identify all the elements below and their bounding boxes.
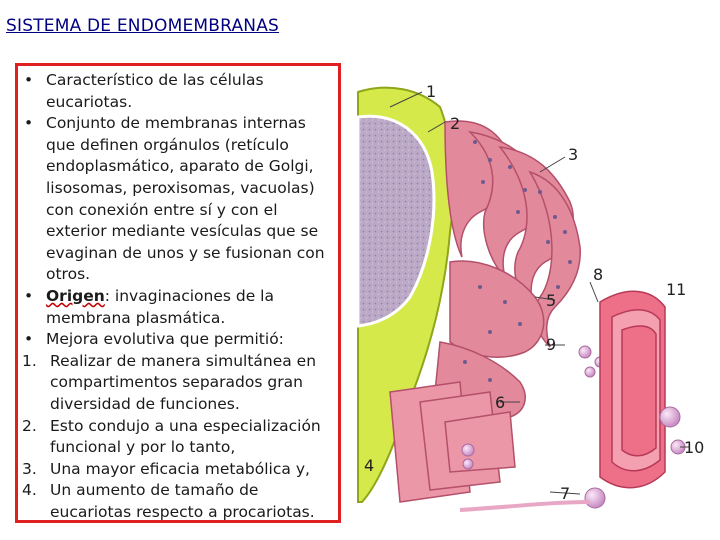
callout-3: 3 <box>568 145 579 164</box>
bullet-line: membrana plasmática. <box>46 308 226 327</box>
bullet-line: exterior mediante vesículas que se <box>46 222 319 241</box>
numbered-line: Realizar de manera simultánea en <box>50 351 317 370</box>
number-marker: 2. <box>22 416 37 435</box>
numbered-line: compartimentos separados gran <box>50 373 303 392</box>
bullet-item-improvement <box>22 329 334 351</box>
rough-endoplasmic-reticulum <box>435 121 580 418</box>
bullet-line: evaginan de unos y se fusionan con <box>46 243 325 262</box>
bullet-line: con conexión entre sí y con el <box>46 200 278 219</box>
bullet-line: lisosomas, peroxisomas, vacuolas) <box>46 178 315 197</box>
callout-4: 4 <box>364 456 375 475</box>
numbered-item-2 <box>22 416 334 459</box>
callout-11: 11 <box>666 280 687 299</box>
callout-7: 7 <box>560 484 571 503</box>
bullet-item-origin <box>22 286 334 329</box>
numbered-line: Un aumento de tamaño de <box>50 481 259 500</box>
number-marker: 4. <box>22 481 37 500</box>
numbered-item-3 <box>22 459 334 481</box>
bullet-line: otros. <box>46 265 91 284</box>
golgi-apparatus <box>600 291 665 487</box>
callout-9: 9 <box>546 335 557 354</box>
origin-keyword: Origen <box>46 286 105 305</box>
plasma-membrane <box>460 502 590 510</box>
numbered-line: diversidad de funciones. <box>50 394 240 413</box>
callout-5: 5 <box>546 291 557 310</box>
callout-6: 6 <box>495 393 506 412</box>
bullet-line: que definen orgánulos (retículo <box>46 135 289 154</box>
bullet-line: eucariotas. <box>46 92 133 111</box>
callout-10: 10 <box>684 438 705 457</box>
callout-1: 1 <box>426 82 437 101</box>
secretory-vesicle <box>585 488 605 508</box>
bullet-marker: • <box>24 286 34 305</box>
bullet-item-characteristic <box>22 70 334 113</box>
callout-2: 2 <box>450 114 461 133</box>
numbered-item-4 <box>22 480 334 523</box>
numbered-line: eucariotas respecto a procariotas. <box>50 502 315 521</box>
numbered-line: Esto condujo a una especialización <box>50 416 321 435</box>
origin-text: : invaginaciones de la <box>104 286 274 305</box>
numbered-item-1 <box>22 351 334 416</box>
numbered-line: Una mayor eficacia metabólica y, <box>50 459 310 478</box>
bullet-marker: • <box>24 114 34 133</box>
number-marker: 3. <box>22 459 37 478</box>
callout-8: 8 <box>593 265 604 284</box>
number-marker: 1. <box>22 351 37 370</box>
numbered-line: funcional y por lo tanto, <box>50 438 236 457</box>
page-title: SISTEMA DE ENDOMEMBRANAS <box>6 16 280 36</box>
bullet-marker: • <box>24 71 34 89</box>
bullet-line: Conjunto de membranas internas <box>46 114 306 133</box>
bullet-line <box>46 286 334 308</box>
bullet-marker: • <box>24 330 34 349</box>
text-box <box>15 63 341 523</box>
bullet-line: Característico de las células <box>46 71 264 89</box>
bullet-item-membranes <box>22 113 334 286</box>
bullet-line: endoplasmático, aparato de Golgi, <box>46 157 314 176</box>
content-list <box>22 70 334 523</box>
endomembrane-diagram <box>350 62 720 512</box>
bullet-line: Mejora evolutiva que permitió: <box>46 330 284 349</box>
